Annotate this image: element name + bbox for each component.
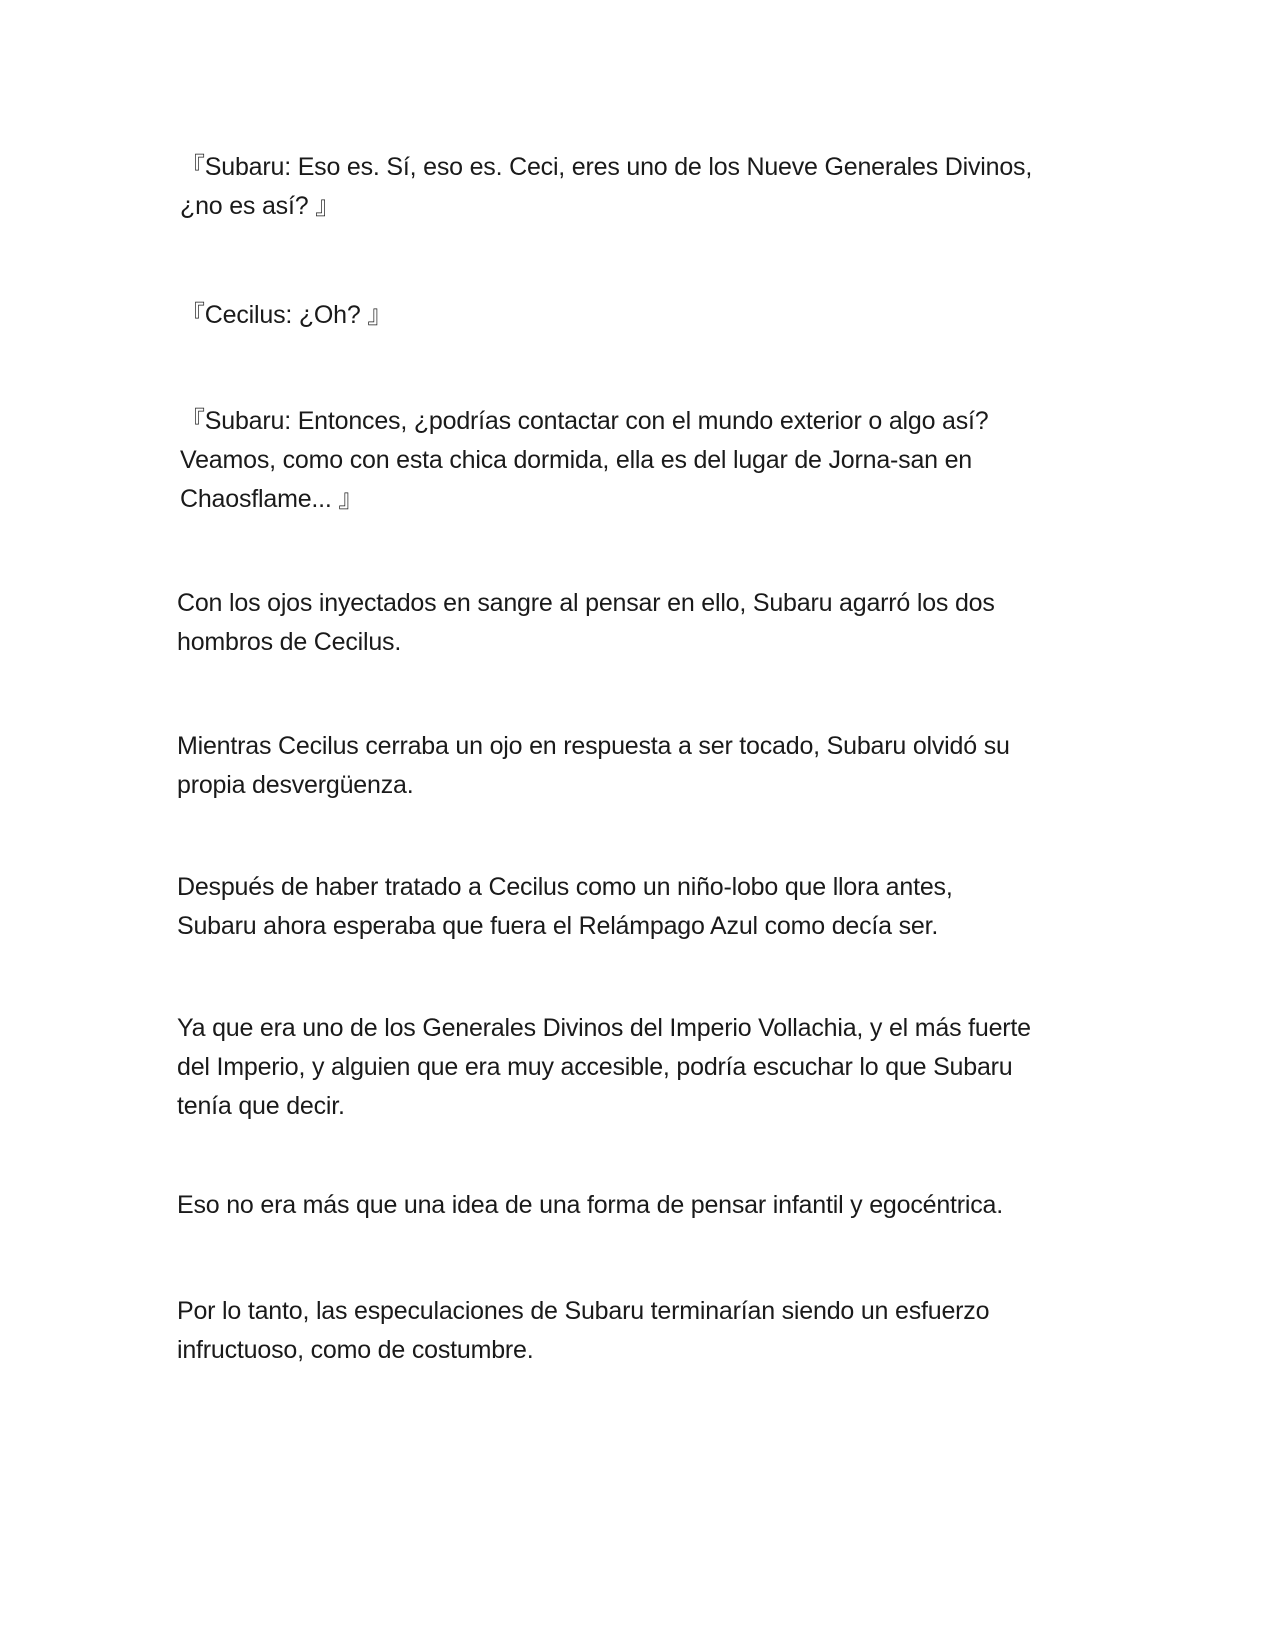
paragraph-narration-5 (177, 1186, 1117, 1225)
text-line: Veamos, como con esta chica dormida, ella es del lugar de Jorna-san en (180, 446, 973, 474)
paragraph-subaru-dialog-2 (180, 402, 1120, 519)
paragraph-narration-6 (177, 1292, 1117, 1370)
text-line: Subaru ahora esperaba que fuera el Relámpago Azul como decía ser. (177, 912, 939, 940)
text-line: Después de haber tratado a Cecilus como un niño-lobo que llora antes, (177, 873, 953, 901)
text-line: 『Cecilus: ¿Oh? 』 (180, 301, 393, 329)
text-line: tenía que decir. (177, 1092, 345, 1120)
text-line: Por lo tanto, las especulaciones de Subaru terminarían siendo un esfuerzo (177, 1297, 990, 1325)
text-line: Ya que era uno de los Generales Divinos del Imperio Vollachia, y el más fuerte (177, 1014, 1031, 1042)
paragraph-narration-3 (177, 868, 1117, 946)
text-line: ¿no es así? 』 (180, 192, 340, 220)
paragraph-narration-2 (177, 727, 1117, 805)
text-line: Chaosflame... 』 (180, 485, 364, 513)
paragraph-narration-1 (177, 584, 1117, 662)
text-line: Mientras Cecilus cerraba un ojo en respuesta a ser tocado, Subaru olvidó su (177, 732, 1010, 760)
text-line: propia desvergüenza. (177, 771, 414, 799)
text-line: del Imperio, y alguien que era muy accesible, podría escuchar lo que Subaru (177, 1053, 1013, 1081)
paragraph-cecilus-dialog (180, 296, 1120, 335)
text-line: Eso no era más que una idea de una forma de pensar infantil y egocéntrica. (177, 1191, 1004, 1219)
text-line: 『Subaru: Eso es. Sí, eso es. Ceci, eres uno de los Nueve Generales Divinos, (180, 153, 1033, 181)
text-line: 『Subaru: Entonces, ¿podrías contactar con el mundo exterior o algo así? (180, 407, 989, 435)
text-line: Con los ojos inyectados en sangre al pensar en ello, Subaru agarró los dos (177, 589, 995, 617)
text-line: infructuoso, como de costumbre. (177, 1336, 534, 1364)
paragraph-narration-4 (177, 1009, 1117, 1126)
text-line: hombros de Cecilus. (177, 628, 402, 656)
paragraph-subaru-dialog-1 (180, 148, 1120, 226)
